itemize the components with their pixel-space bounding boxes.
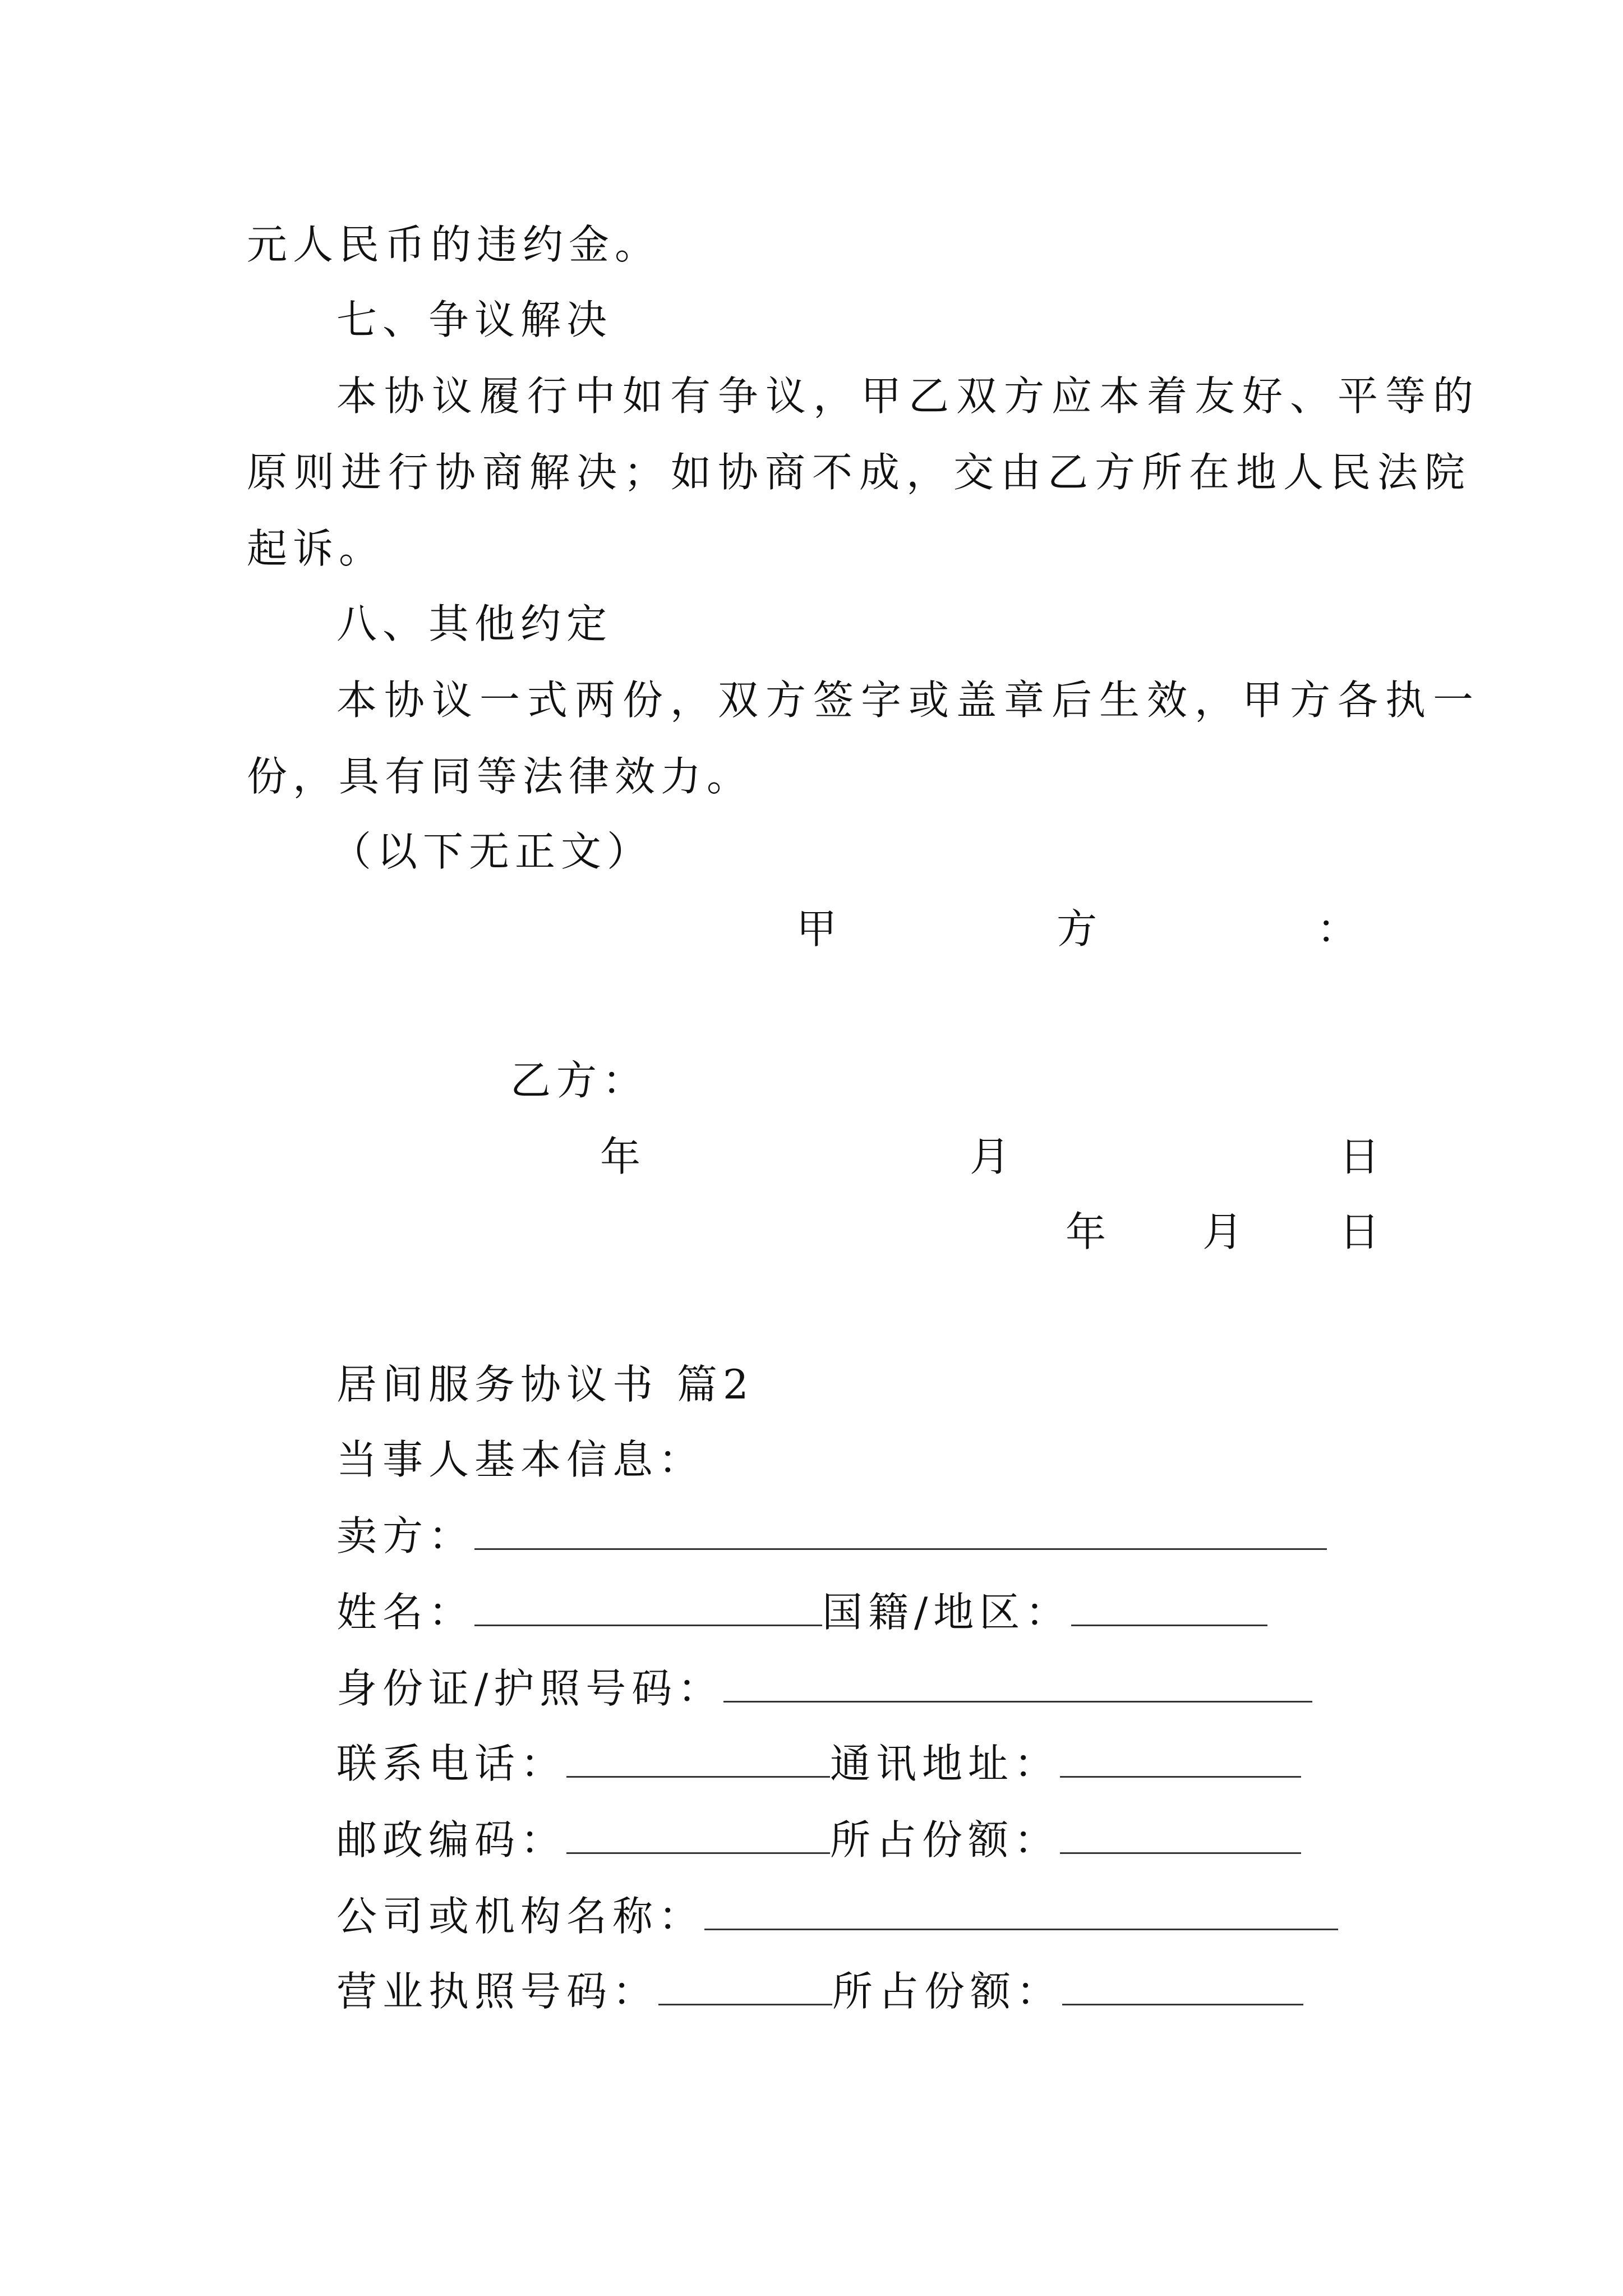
form-row-id — [336, 1662, 1312, 1715]
date-day: 日 — [1339, 1133, 1380, 1180]
seller-label: 卖方： — [336, 1512, 475, 1559]
share-blank[interactable] — [1060, 1816, 1301, 1854]
phone-label: 联系电话： — [336, 1740, 567, 1787]
party-b-signature-line: 乙方： — [510, 1057, 649, 1104]
party-a-signature-line — [796, 902, 1357, 956]
form-row-company — [336, 1889, 1338, 1943]
party-a-char: 甲 — [796, 905, 837, 953]
paragraph-line: 本协议一式两份，双方签字或盖章后生效，甲方各执一 — [336, 677, 1481, 724]
phone-blank[interactable] — [566, 1740, 830, 1778]
address-label: 通讯地址： — [830, 1740, 1061, 1787]
basic-info-heading: 当事人基本信息： — [336, 1436, 705, 1483]
license-label: 营业执照号码： — [336, 1968, 659, 2015]
nationality-label: 国籍/地区： — [822, 1589, 1072, 1636]
address-blank[interactable] — [1060, 1740, 1301, 1778]
date-line-1 — [600, 1130, 1380, 1184]
date-year: 年 — [1066, 1208, 1106, 1255]
nationality-blank[interactable] — [1071, 1589, 1267, 1626]
section-heading-7: 七、争议解决 — [336, 296, 613, 343]
form-row-seller — [336, 1509, 1327, 1563]
name-label: 姓名： — [336, 1589, 475, 1636]
paragraph-line: 原则进行协商解决；如协商不成，交由乙方所在地人民法院 — [247, 449, 1472, 496]
form-row-postal — [336, 1813, 1301, 1867]
share-label: 所占份额： — [830, 1816, 1061, 1864]
end-of-text-note: （以下无正文） — [331, 828, 653, 875]
seller-blank[interactable] — [474, 1512, 1327, 1550]
date-year: 年 — [600, 1133, 641, 1180]
postal-label: 邮政编码： — [336, 1816, 567, 1864]
paragraph-line: 元人民币的违约金。 — [247, 221, 661, 268]
form-row-name — [336, 1585, 1267, 1639]
form-row-phone — [336, 1737, 1301, 1791]
section-heading-8: 八、其他约定 — [336, 600, 613, 647]
paragraph-line: 本协议履行中如有争议，甲乙双方应本着友好、平等的 — [336, 372, 1481, 420]
date-line-2 — [1066, 1205, 1380, 1259]
date-day: 日 — [1339, 1208, 1380, 1255]
form-row-license — [336, 1964, 1303, 2018]
paragraph-line: 份，具有同等法律效力。 — [247, 753, 753, 800]
share-blank[interactable] — [1062, 1968, 1303, 2005]
date-month: 月 — [969, 1133, 1010, 1180]
company-blank[interactable] — [704, 1893, 1338, 1930]
company-label: 公司或机构名称： — [336, 1893, 705, 1940]
paragraph-line: 起诉。 — [247, 525, 385, 572]
share-label: 所占份额： — [832, 1968, 1063, 2015]
license-blank[interactable] — [658, 1968, 832, 2005]
party-a-char: 方 — [1056, 905, 1097, 953]
name-blank[interactable] — [474, 1589, 822, 1626]
postal-blank[interactable] — [566, 1816, 830, 1854]
party-a-char: ： — [1316, 905, 1357, 953]
id-blank[interactable] — [723, 1665, 1312, 1703]
section-2-title: 居间服务协议书 篇2 — [336, 1361, 754, 1408]
date-month: 月 — [1202, 1208, 1243, 1255]
id-label: 身份证/护照号码： — [336, 1665, 724, 1712]
